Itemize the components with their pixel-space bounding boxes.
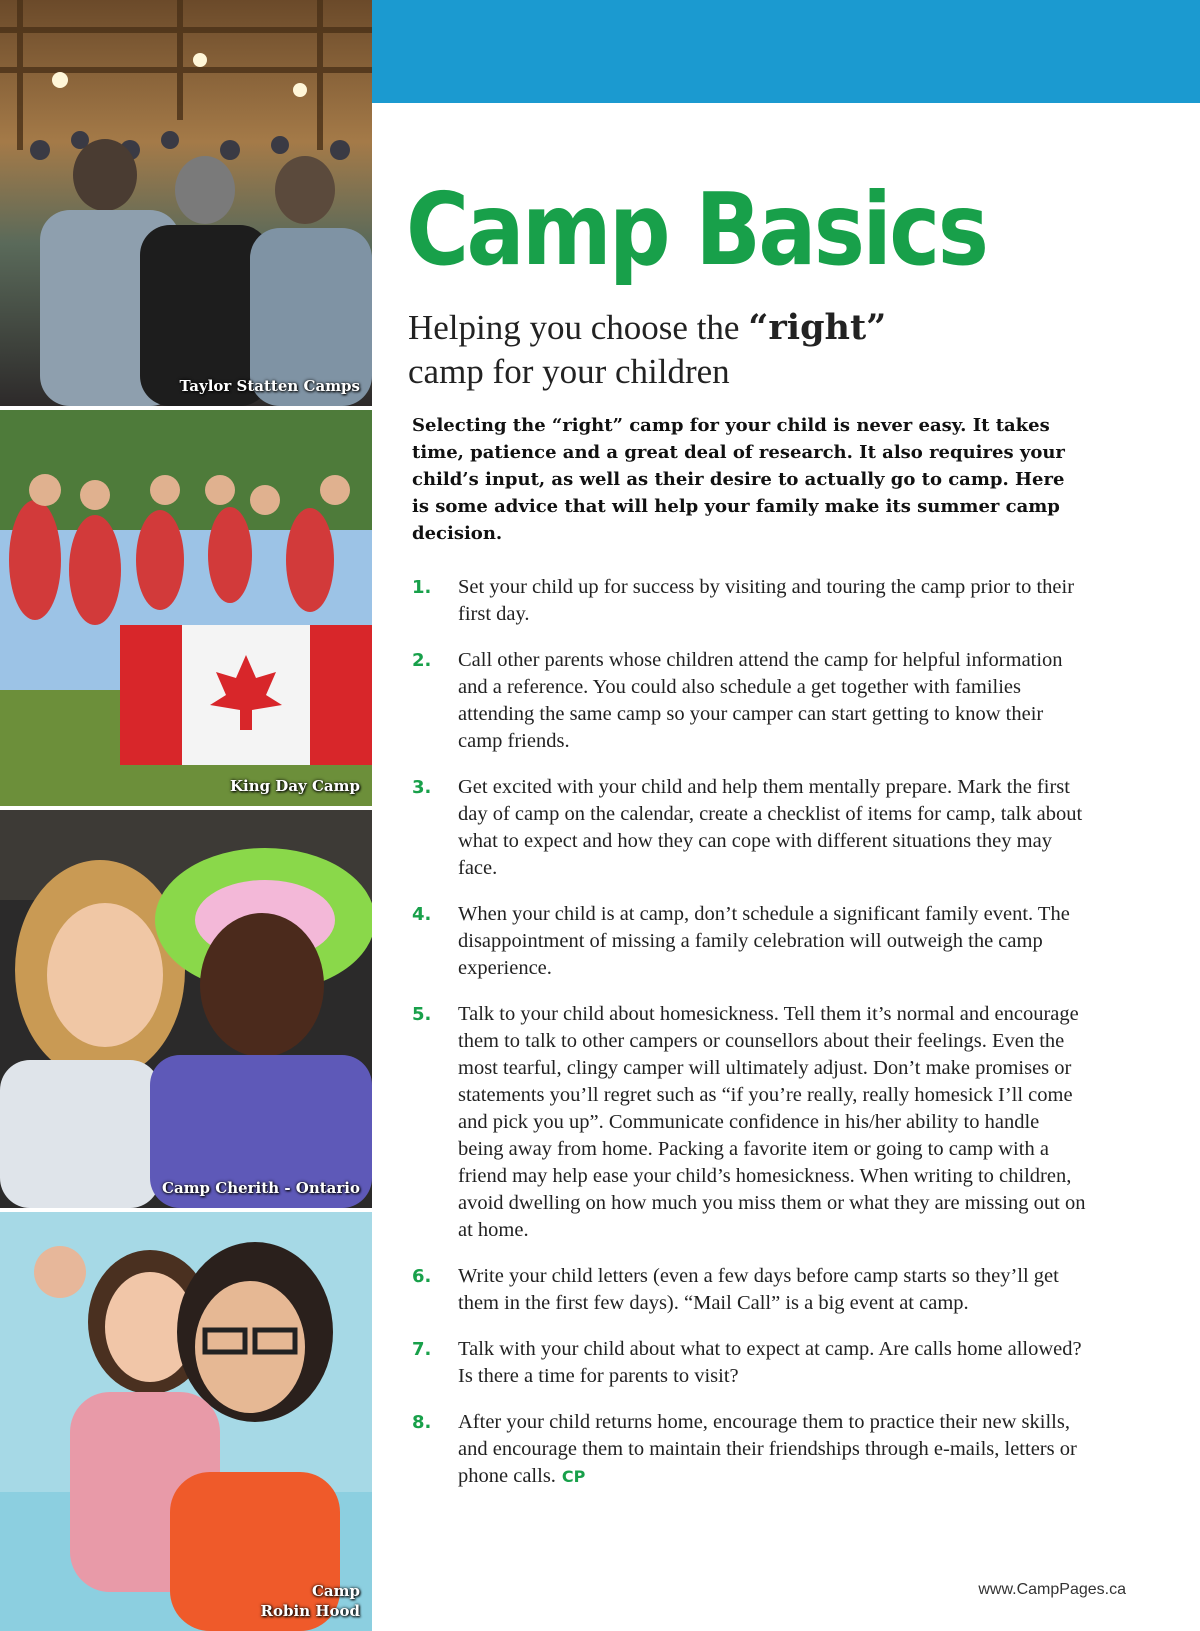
subtitle-text-line2: camp for your children xyxy=(408,352,730,391)
tip-text: Set your child up for success by visiting and touring the camp prior to their first day. xyxy=(458,576,1075,625)
header-color-bar xyxy=(339,0,1200,103)
tip-number: 3. xyxy=(412,777,432,798)
photo-caption: Taylor Statten Camps xyxy=(179,376,360,395)
list-item xyxy=(412,1409,1088,1490)
end-mark: CP xyxy=(561,1467,586,1486)
footer-url: www.CampPages.ca xyxy=(978,1581,1126,1598)
page-subtitle xyxy=(408,306,886,394)
intro-paragraph: Selecting the “right” camp for your child is never easy. It takes time, patience and a great deal of research. It also requires your child’s input, as well as their desire to actually go to camp. Here is some advice that will help your family make its summer camp decision. xyxy=(412,415,1065,544)
photo-pool-hug xyxy=(0,1212,372,1631)
tip-number: 1. xyxy=(412,577,432,598)
list-item xyxy=(412,647,1088,755)
campers-flag-image xyxy=(0,410,372,806)
photo-dining-hall xyxy=(0,0,372,406)
tip-number: 8. xyxy=(412,1412,432,1433)
list-item xyxy=(412,1336,1088,1390)
tip-text xyxy=(458,1409,1088,1490)
photo-caption: Camp Robin Hood xyxy=(260,1581,360,1620)
tips-list xyxy=(412,574,1088,1509)
list-item xyxy=(412,901,1088,982)
tip-text: Call other parents whose children attend the camp for helpful information and a reference. You could also schedule a get together with families attending the same camp so your camper can start getting to know their camp friends. xyxy=(458,649,1063,752)
tip-text: When your child is at camp, don’t schedule a significant family event. The disappointment of missing a family celebration will outweigh the camp experience. xyxy=(458,903,1070,979)
tip-text: Write your child letters (even a few days before camp starts so they’ll get them in the first few days). “Mail Call” is a big event at camp. xyxy=(458,1265,1059,1314)
pool-hug-image xyxy=(0,1212,372,1631)
page-title: Camp Basics xyxy=(406,171,987,288)
tip-number: 2. xyxy=(412,650,432,671)
tip-number: 4. xyxy=(412,904,432,925)
tip-number: 5. xyxy=(412,1004,432,1025)
tip-text: Talk to your child about homesickness. Tell them it’s normal and encourage them to talk to other campers or counsellors about their feelings. Even the most tearful, clingy camper will ultimately adjust. Don’t make promises or statements you’ll regret such as “if you’re really, really homesick I’ll come and pick you up”. Communicate confidence in his/her ability to handle being away from home. Packing a favorite item or going to camp with a friend may help ease your child’s homesickness. When writing to children, avoid dwelling on how much you miss them or what they are missing out on at home. xyxy=(458,1003,1086,1241)
tip-number: 7. xyxy=(412,1339,432,1360)
list-item xyxy=(412,1001,1088,1244)
dining-hall-image xyxy=(0,0,372,406)
list-item xyxy=(412,574,1088,628)
photo-caption: Camp Cherith - Ontario xyxy=(162,1178,360,1197)
tip-text: Talk with your child about what to expect at camp. Are calls home allowed? Is there a time for parents to visit? xyxy=(458,1338,1082,1387)
photo-smiling-girls xyxy=(0,810,372,1208)
tip-number: 6. xyxy=(412,1266,432,1287)
subtitle-emphasis: “right” xyxy=(748,307,887,348)
tip-text-body: After your child returns home, encourage them to practice their new skills, and encourage them to maintain their friendships through e-mails, letters or phone calls. xyxy=(458,1411,1077,1487)
tip-text: Get excited with your child and help them mentally prepare. Mark the first day of camp on the calendar, create a checklist of items for camp, talk about what to expect and how they can cope with different situations they may face. xyxy=(458,776,1083,879)
subtitle-text: Helping you choose the xyxy=(408,308,749,347)
smiling-girls-image xyxy=(0,810,372,1208)
list-item xyxy=(412,1263,1088,1317)
photo-campers-flag xyxy=(0,410,372,806)
photo-caption: King Day Camp xyxy=(229,776,360,795)
list-item xyxy=(412,774,1088,882)
